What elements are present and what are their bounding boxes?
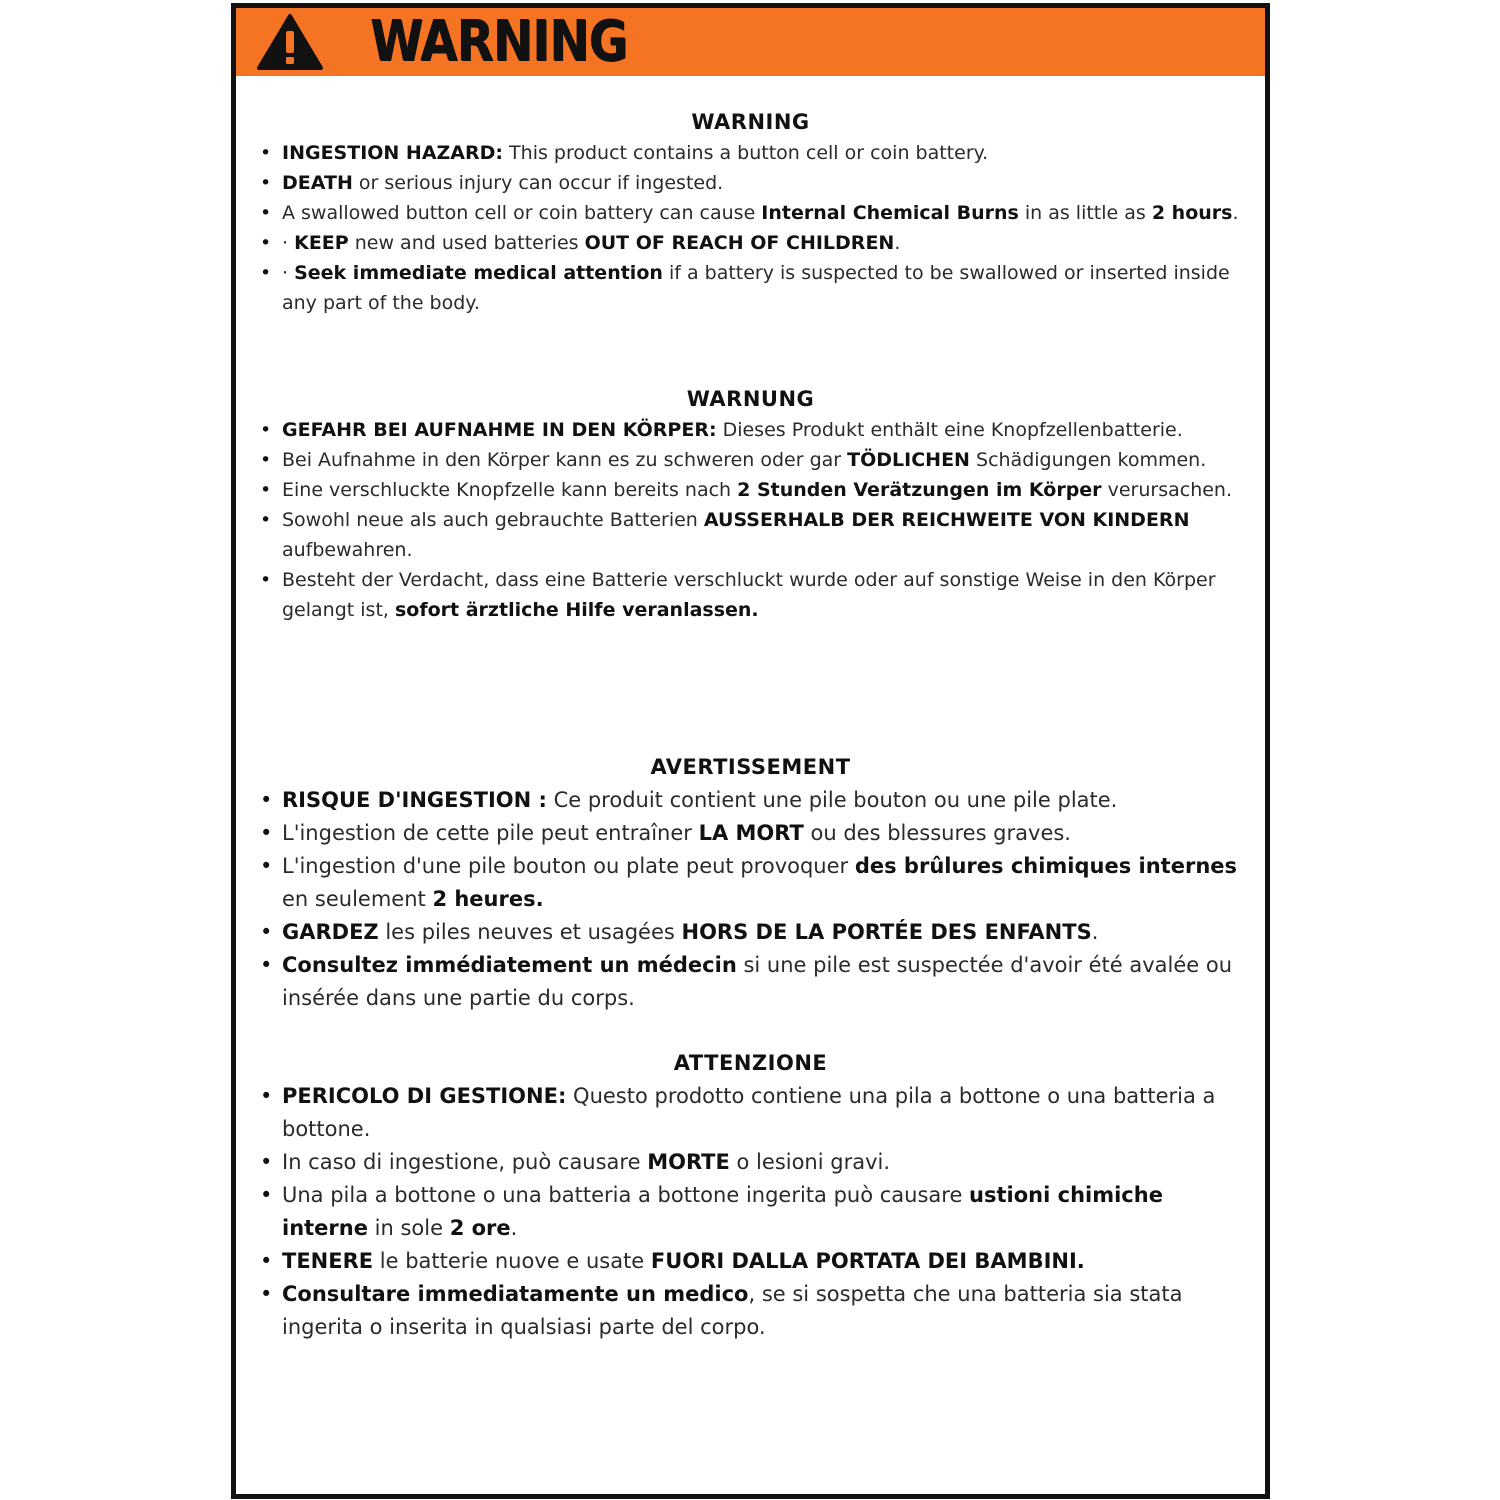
list-item	[236, 916, 1265, 949]
body-text: ·	[282, 232, 295, 254]
list-item	[236, 949, 1265, 1015]
section-heading: WARNUNG	[686, 387, 815, 411]
list-item	[236, 1080, 1265, 1146]
warning-list	[236, 415, 1265, 625]
warning-list	[236, 784, 1265, 1015]
warning-label	[231, 3, 1270, 1499]
body-text: verursachen.	[1101, 479, 1233, 501]
list-item	[236, 198, 1265, 228]
emphasis-text: TENERE	[282, 1249, 374, 1273]
section-english	[236, 106, 1265, 318]
section-french	[236, 750, 1265, 1015]
emphasis-text: AUSSERHALB DER REICHWEITE VON KINDERN	[703, 509, 1190, 531]
emphasis-text: RISQUE D'INGESTION :	[282, 788, 547, 812]
warning-banner	[236, 8, 1265, 76]
body-text: si une pile est suspectée d'avoir été avalée ou insérée dans une partie du corps.	[282, 953, 1233, 1010]
emphasis-text: DEATH	[282, 172, 353, 194]
body-text: new and used batteries	[348, 232, 585, 254]
emphasis-text: KEEP	[294, 232, 349, 254]
body-text: Dieses Produkt enthält eine Knopfzellenbatterie.	[716, 419, 1183, 441]
section-heading: AVERTISSEMENT	[650, 755, 851, 779]
emphasis-text: 2 hours	[1151, 202, 1233, 224]
body-text: Una pila a bottone o una batteria a bottone ingerita può causare	[282, 1183, 970, 1207]
section-heading: WARNING	[691, 110, 810, 134]
body-text: This product contains a button cell or coin battery.	[503, 142, 989, 164]
list-item	[236, 1245, 1265, 1278]
emphasis-text: 2 ore	[449, 1216, 511, 1240]
list-item	[236, 565, 1265, 625]
emphasis-text: INGESTION HAZARD:	[282, 142, 504, 164]
list-item	[236, 475, 1265, 505]
emphasis-text: ustioni chimiche interne	[282, 1183, 1163, 1240]
body-text: Eine verschluckte Knopfzelle kann bereits nach	[282, 479, 738, 501]
emphasis-text: sofort ärztliche Hilfe veranlassen.	[394, 599, 759, 621]
emphasis-text: Internal Chemical Burns	[761, 202, 1019, 224]
emphasis-text: MORTE	[647, 1150, 730, 1174]
list-item	[236, 258, 1265, 318]
emphasis-text: PERICOLO DI GESTIONE:	[282, 1084, 567, 1108]
list-item	[236, 168, 1265, 198]
body-text: in sole	[367, 1216, 450, 1240]
body-text: .	[1091, 920, 1099, 944]
body-text: if a battery is suspected to be swallowed or inserted inside any part of the body.	[282, 262, 1230, 314]
emphasis-text: TÖDLICHEN	[847, 449, 970, 471]
list-item	[236, 138, 1265, 168]
body-text: In caso di ingestione, può causare	[282, 1150, 648, 1174]
warning-triangle-icon	[256, 13, 324, 71]
body-text: .	[510, 1216, 518, 1240]
list-item	[236, 784, 1265, 817]
body-text: ·	[282, 262, 295, 284]
body-text: Questo prodotto contiene una pila a bottone o una batteria a bottone.	[282, 1084, 1216, 1141]
body-text: les piles neuves et usagées	[378, 920, 682, 944]
warning-list	[236, 1080, 1265, 1344]
section-italian	[236, 1046, 1265, 1344]
body-text: le batterie nuove e usate	[373, 1249, 651, 1273]
emphasis-text: LA MORT	[698, 821, 804, 845]
body-text: Besteht der Verdacht, dass eine Batterie verschluckt wurde oder auf sonstige Weise in den Körper gelangt ist,	[282, 569, 1216, 621]
list-item	[236, 850, 1265, 916]
emphasis-text: GEFAHR BEI AUFNAHME IN DEN KÖRPER:	[282, 419, 717, 441]
emphasis-text: GARDEZ	[282, 920, 379, 944]
body-text: en seulement	[282, 887, 433, 911]
list-item	[236, 415, 1265, 445]
body-text: Sowohl neue als auch gebrauchte Batterien	[282, 509, 704, 531]
body-text: .	[894, 232, 901, 254]
body-text: L'ingestion d'une pile bouton ou plate peut provoquer	[282, 854, 855, 878]
body-text: L'ingestion de cette pile peut entraîner	[282, 821, 699, 845]
body-text: aufbewahren.	[282, 539, 413, 561]
list-item	[236, 1278, 1265, 1344]
list-item	[236, 1146, 1265, 1179]
emphasis-text: Consultez immédiatement un médecin	[282, 953, 737, 977]
body-text: ou des blessures graves.	[803, 821, 1071, 845]
body-text: Ce produit contient une pile bouton ou une pile plate.	[546, 788, 1118, 812]
body-text: , se si sospetta che una batteria sia stata ingerita o inserita in qualsiasi parte del corpo.	[282, 1282, 1183, 1339]
list-item	[236, 228, 1265, 258]
warning-list	[236, 138, 1265, 318]
emphasis-text: Seek immediate medical attention	[294, 262, 663, 284]
emphasis-text: 2 heures.	[432, 887, 544, 911]
body-text: A swallowed button cell or coin battery can cause	[282, 202, 762, 224]
list-item	[236, 817, 1265, 850]
list-item	[236, 1179, 1265, 1245]
emphasis-text: Consultare immediatamente un medico	[282, 1282, 749, 1306]
body-text: or serious injury can occur if ingested.	[352, 172, 724, 194]
body-text: in as little as	[1018, 202, 1152, 224]
emphasis-text: OUT OF REACH OF CHILDREN	[584, 232, 895, 254]
body-text: .	[1232, 202, 1239, 224]
list-item	[236, 445, 1265, 475]
emphasis-text: HORS DE LA PORTÉE DES ENFANTS	[681, 920, 1092, 944]
emphasis-text: FUORI DALLA PORTATA DEI BAMBINI.	[650, 1249, 1085, 1273]
banner-title: WARNING	[370, 9, 628, 74]
list-item	[236, 505, 1265, 565]
section-german	[236, 383, 1265, 625]
body-text: o lesioni gravi.	[729, 1150, 891, 1174]
body-text: Bei Aufnahme in den Körper kann es zu schweren oder gar	[282, 449, 848, 471]
emphasis-text: 2 Stunden Verätzungen im Körper	[737, 479, 1102, 501]
emphasis-text: des brûlures chimiques internes	[854, 854, 1238, 878]
body-text: Schädigungen kommen.	[969, 449, 1207, 471]
section-heading: ATTENZIONE	[673, 1051, 828, 1075]
